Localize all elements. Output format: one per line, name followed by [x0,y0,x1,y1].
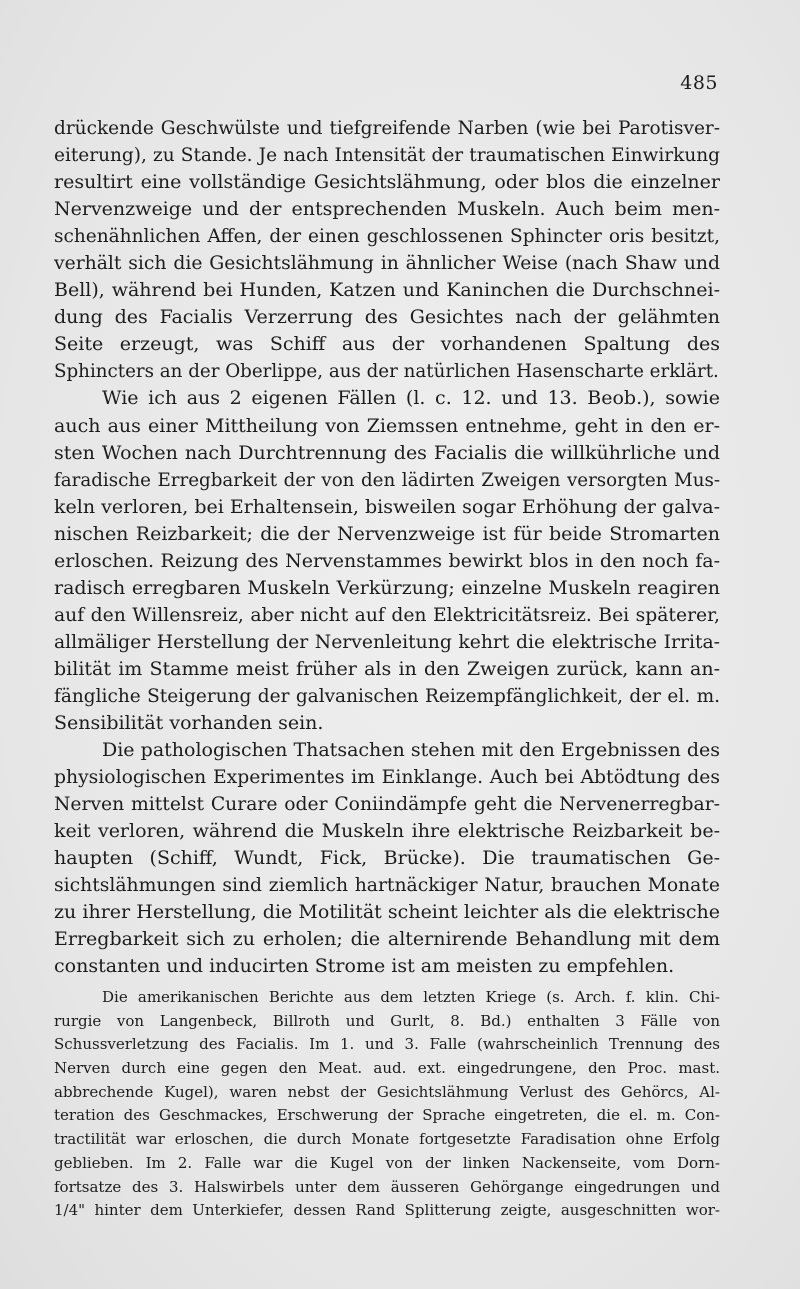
body-line: schenähnlichen Affen, der einen geschlossenen Sphincter oris besitzt, [54,226,720,248]
body-line: allmäliger Herstellung der Nervenleitung kehrt die elektrische Irrita- [54,631,720,653]
body-line: radisch erregbaren Muskeln Verkürzung; einzelne Muskeln reagiren [54,576,720,599]
body-line: resultirt eine vollständige Gesichtslähmung, oder blos die einzelner [54,171,720,194]
main-body-text [54,115,720,981]
body-line: zu ihrer Herstellung, die Motilität scheint leichter als die elektrische [54,901,720,924]
body-line: constanten und inducirten Strome ist am meisten zu empfehlen. [54,955,675,978]
footnote-line: Nerven durch eine gegen den Meat. aud. ext. eingedrungene, den Proc. mast. [54,1059,720,1078]
body-line: keln verloren, bei Erhaltensein, bisweilen sogar Erhöhung der galva- [54,495,721,518]
body-line: Wie ich aus 2 eigenen Fällen (l. c. 12. und 13. Beob.), sowie [102,387,720,410]
body-line: auch aus einer Mittheilung von Ziemssen entnehme, geht in den er- [54,414,720,437]
body-line: haupten (Schiff, Wundt, Fick, Brücke). Die traumatischen Ge- [54,847,720,870]
footnote-line: 1/4" hinter dem Unterkiefer, dessen Rand Splitterung zeigte, ausgeschnitten wor- [54,1201,720,1220]
body-line: Seite erzeugt, was Schiff aus der vorhandenen Spaltung des [54,333,720,356]
footnote-line: teration des Geschmackes, Erschwerung der Sprache eingetreten, die el. m. Con- [54,1106,720,1125]
body-line: physiologischen Experimentes im Einklange. Auch bei Abtödtung des [54,767,720,789]
body-line: erloschen. Reizung des Nervenstammes bewirkt blos in den noch fa- [54,549,720,572]
footnote-line: rurgie von Langenbeck, Billroth und Gurlt, 8. Bd.) enthalten 3 Fälle von [54,1011,720,1030]
page-number: 485 [680,72,718,94]
footnote-line: tractilität war erloschen, die durch Monate fortgesetzte Faradisation ohne Erfolg [54,1130,720,1149]
footnote-line: abbrechende Kugel), waren nebst der Gesichtslähmung Verlust des Gehörcs, Al- [54,1082,720,1101]
body-line: dung des Facialis Verzerrung des Gesichtes nach der gelähmten [54,306,720,329]
body-line: auf den Willensreiz, aber nicht auf den Elektricitätsreiz. Bei späterer, [54,604,720,626]
body-line: Die pathologischen Thatsachen stehen mit den Ergebnissen des [102,739,720,762]
footnote-line: fortsatze des 3. Halswirbels unter dem äusseren Gehörgange eingedrungen und [54,1177,720,1196]
footnote [54,986,720,1223]
body-line: faradische Erregbarkeit der von den lädirten Zweigen versorgten Mus- [54,469,720,491]
footnote-line: Schussverletzung des Facialis. Im 1. und 3. Falle (wahrscheinlich Trennung des [54,1035,720,1054]
body-line: sten Wochen nach Durchtrennung des Facialis die willkührliche und [54,441,720,464]
body-line: Bell), während bei Hunden, Katzen und Kaninchen die Durchschnei- [54,279,720,302]
body-line: Sphincters an der Oberlippe, aus der natürlichen Hasenscharte erklärt. [54,361,719,383]
body-line: sichtslähmungen sind ziemlich hartnäckiger Natur, brauchen Monate [54,875,720,897]
body-line: Erregbarkeit sich zu erholen; die alternirende Behandlung mit dem [54,928,720,951]
body-line: Sensibilität vorhanden sein. [54,712,324,735]
body-line: eiterung), zu Stande. Je nach Intensität der traumatischen Einwirkung [54,145,720,167]
body-line: drückende Geschwülste und tiefgreifende Narben (wie bei Parotisver- [54,118,720,139]
body-line: keit verloren, während die Muskeln ihre elektrische Reizbarkeit be- [54,820,720,843]
body-line: Nerven mittelst Curare oder Coniindämpfe geht die Nervenerregbar- [54,794,720,816]
body-line: verhält sich die Gesichtslähmung in ähnlicher Weise (nach Shaw und [54,253,720,275]
body-line: fängliche Steigerung der galvanischen Reizempfänglichkeit, der el. m. [54,685,720,707]
footnote-line: Die amerikanischen Berichte aus dem letzten Kriege (s. Arch. f. klin. Chi- [102,988,720,1006]
body-line: nischen Reizbarkeit; die der Nervenzweige ist für beide Stromarten [54,522,720,545]
footnote-line: geblieben. Im 2. Falle war die Kugel von der linken Nackenseite, vom Dorn- [54,1153,720,1172]
body-line: bilität im Stamme meist früher als in den Zweigen zurück, kann an- [54,657,720,680]
body-line: Nervenzweige und der entsprechenden Muskeln. Auch beim men- [54,198,720,221]
